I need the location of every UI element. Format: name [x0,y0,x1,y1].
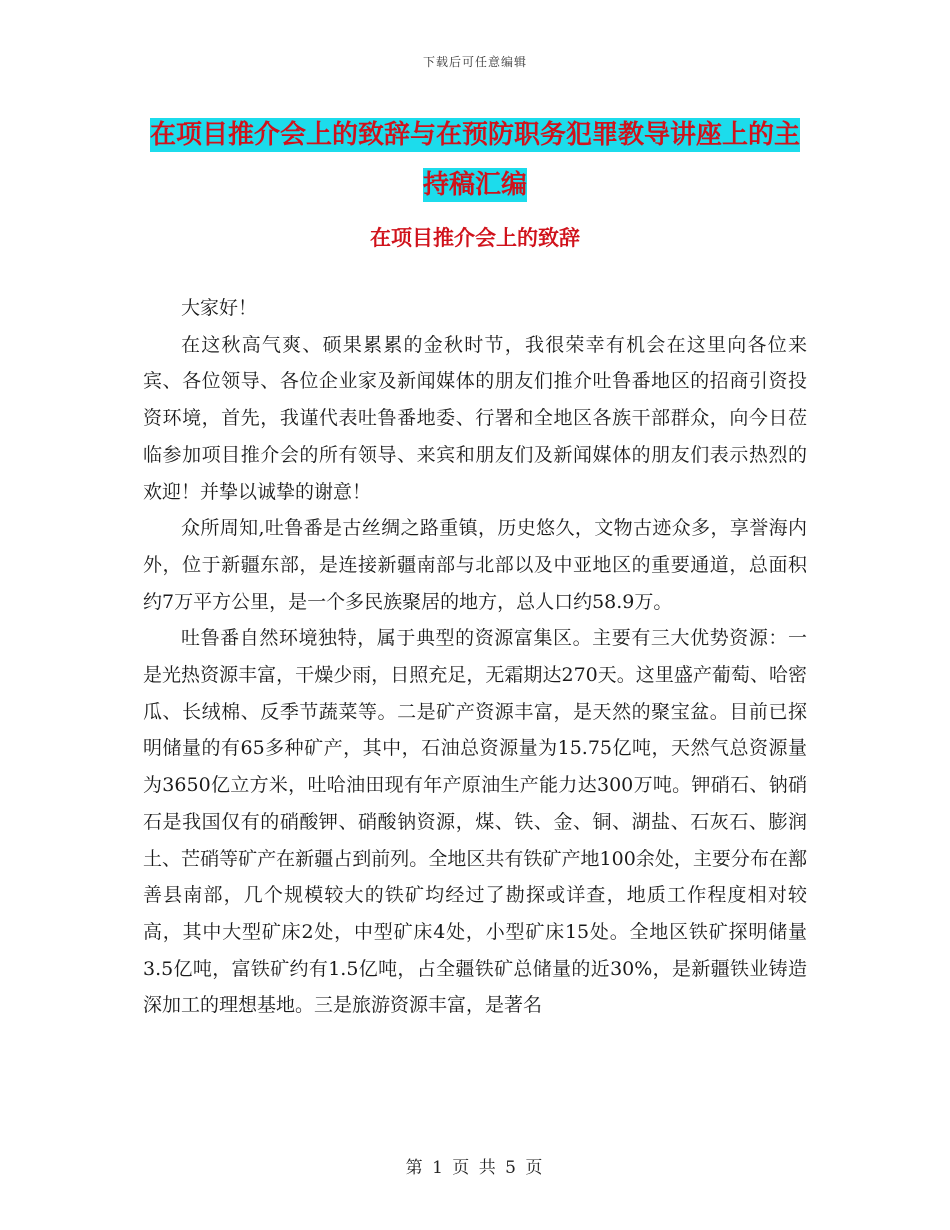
paragraph-greeting: 大家好！ [181,297,258,319]
section-title: 在项目推介会上的致辞 [370,226,580,250]
paragraph: 众所周知,吐鲁番是古丝绸之路重镇，历史悠久，文物古迹众多，享誉海内外，位于新疆东部，是连接新疆南部与北部以及中亚地区的重要通道，总面积约7万平方公里，是一个多民族聚居的地方，总人口约58.9万。 [143,517,807,613]
paragraph: 吐鲁番自然环境独特，属于典型的资源富集区。主要有三大优势资源：一是光热资源丰富，干燥少雨，日照充足，无霜期达270天。这里盛产葡萄、哈密瓜、长绒棉、反季节蔬菜等。二是矿产资源丰富，是天然的聚宝盆。目前已探明储量的有65多种矿产，其中，石油总资源量为15.75亿吨，天然气总资源量为3650亿立方米，吐哈油田现有年产原油生产能力达300万吨。钾硝石、钠硝石是我国仅有的硝酸钾、硝酸钠资源，煤、铁、金、铜、湖盐、石灰石、膨润土、芒硝等矿产在新疆占到前列。全地区共有铁矿产地100余处，主要分布在鄯善县南部，几个规模较大的铁矿均经过了勘探或详查，地质工作程度相对较高，其中大型矿床2处，中型矿床4处，小型矿床15处。全地区铁矿探明储量3.5亿吨，富铁矿约有1.5亿吨，占全疆铁矿总储量的近30%，是新疆铁业铸造深加工的理想基地。三是旅游资源丰富，是著名 [143,627,807,1017]
paragraph: 在这秋高气爽、硕果累累的金秋时节，我很荣幸有机会在这里向各位来宾、各位领导、各位企业家及新闻媒体的朋友们推介吐鲁番地区的招商引资投资环境，首先，我谨代表吐鲁番地委、行署和全地区各族干部群众，向今日莅临参加项目推介会的所有领导、来宾和朋友们及新闻媒体的朋友们表示热烈的欢迎！并挚以诚挚的谢意！ [143,333,807,503]
page-footer: 第 1 页 共 5 页 [405,1158,545,1178]
document-title [145,110,805,210]
document-title-text: 在项目推介会上的致辞与在预防职务犯罪教导讲座上的主持稿汇编 [149,120,800,200]
header-note: 下载后可任意编辑 [422,55,527,69]
body-text [143,290,807,1024]
